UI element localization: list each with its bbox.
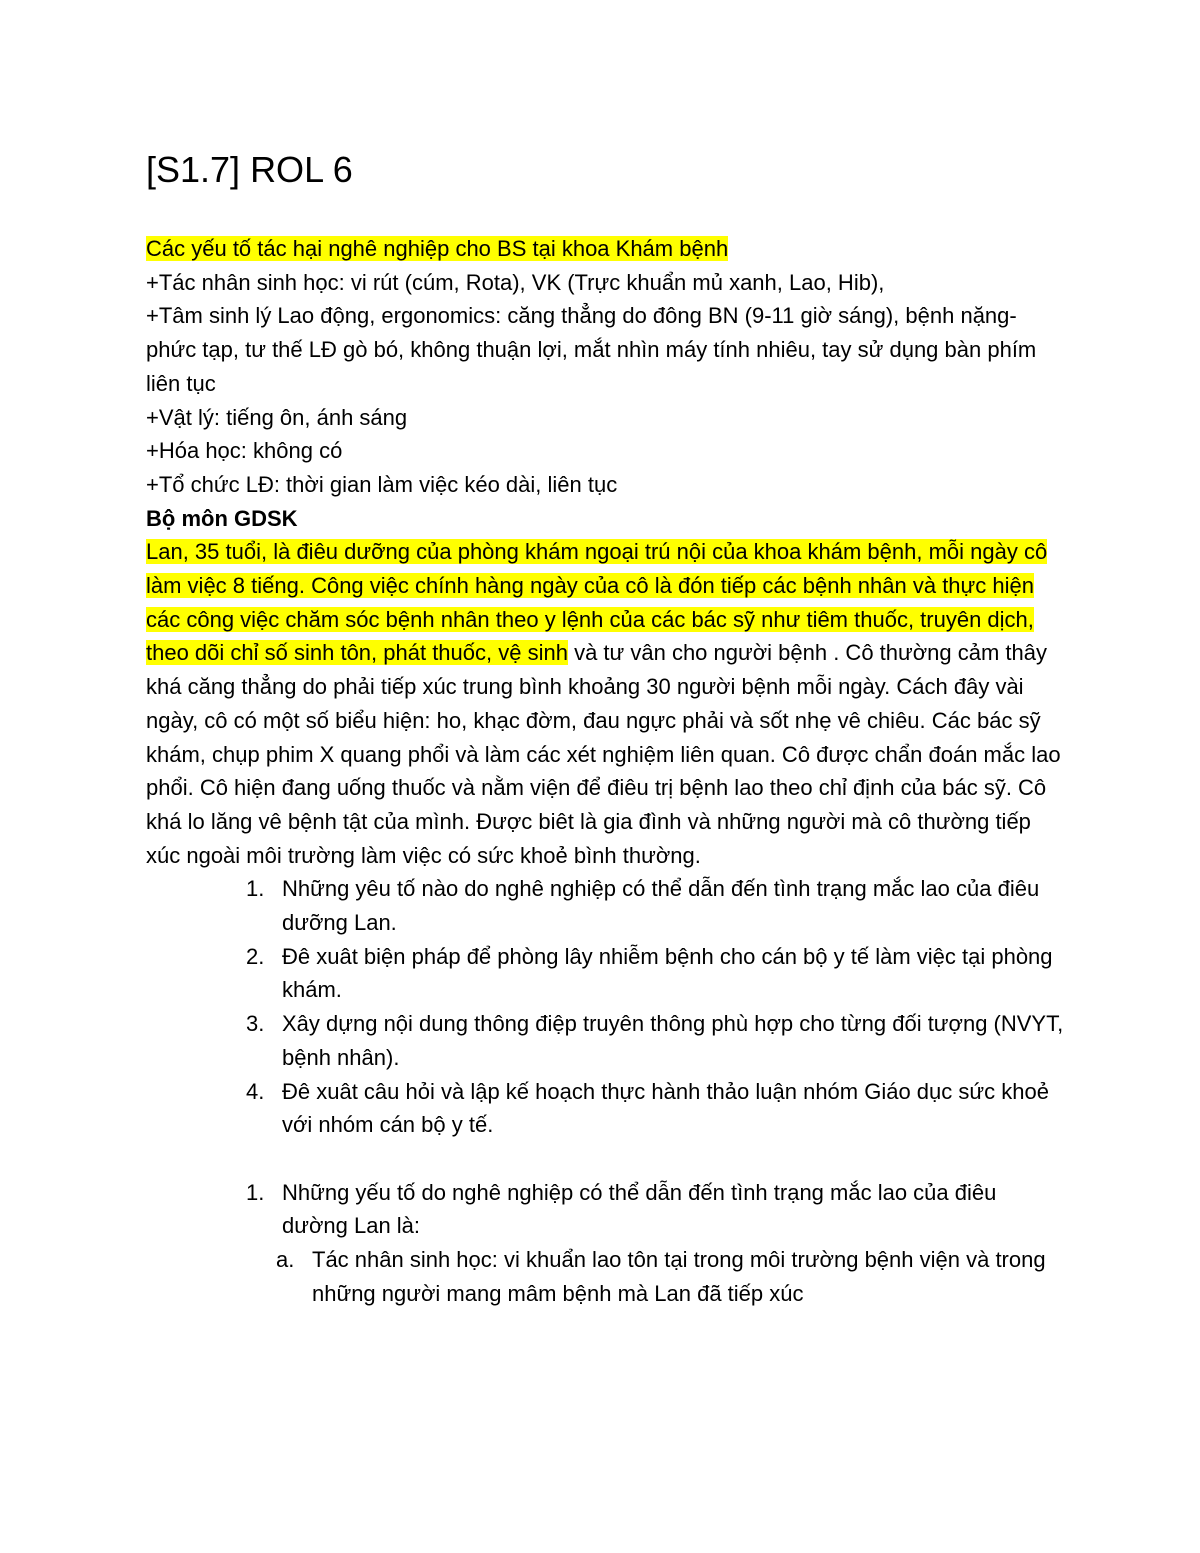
case-highlighted-text: Lan, 35 tuổi, là điêu dưỡng của phòng khám ngoại trú nội của khoa khám bệnh, mỗi ngày cô làm việc 8 tiếng. Công việc chính hàng ngày của cô là đón tiếp các bệnh nhân và thực hiện các công việc chăm sóc bệnh nhân theo y lệnh của các bác sỹ như tiêm thuốc, truyên dịch, theo dõi chỉ số sinh tôn, phát thuốc, vệ sinh — [146, 539, 1048, 666]
case-rest-text: và tư vân cho người bệnh . Cô thường cảm thây khá căng thẳng do phải tiếp xúc trung bình khoảng 30 người bệnh mỗi ngày. Cách đây vài ngày, cô có một số biểu hiện: ho, khạc đờm, đau ngực phải và sốt nhẹ vê chiêu. Các bác sỹ khám, chụp phim X quang phổi và làm các xét nghiệm liên quan. Cô được chẩn đoán mắc lao phổi. Cô hiện đang uống thuốc và nằm viện để điêu trị bệnh lao theo chỉ định của bác sỹ. Cô khá lo lăng vê bệnh tật của mình. Được biêt là gia đình và những người mà cô thường tiếp xúc ngoài môi trường làm việc có sức khoẻ bình thường. — [146, 640, 1061, 868]
department-heading: Bộ môn GDSK — [146, 505, 298, 531]
question-text: Xây dựng nội dung thông điệp truyên thông phù hợp cho từng đối tượng (NVYT, bệnh nhân). — [282, 1011, 1064, 1070]
question-item — [146, 872, 1066, 939]
question-item — [146, 1075, 1066, 1142]
answer-item — [146, 1176, 1066, 1243]
question-number: 1. — [246, 876, 265, 902]
factor-line-1: +Tác nhân sinh học: vi rút (cúm, Rota), VK (Trực khuẩn mủ xanh, Lao, Hib), — [146, 269, 885, 295]
question-number: 3. — [246, 1011, 265, 1037]
factor-line-5: +Tổ chức LĐ: thời gian làm việc kéo dài, liên tục — [146, 471, 618, 497]
factor-line-3: +Vật lý: tiếng ôn, ánh sáng — [146, 404, 408, 430]
document-title: [S1.7] ROL 6 — [146, 149, 353, 190]
factor-line-4: +Hóa học: không có — [146, 438, 343, 464]
blank-line — [146, 1142, 1066, 1176]
factors-heading-text: Các yếu tố tác hại nghê nghiệp cho BS tại khoa Khám bệnh — [146, 236, 729, 261]
answer-text: Những yếu tố do nghê nghiệp có thể dẫn đến tình trạng mắc lao của điêu dường Lan là: — [282, 1179, 997, 1239]
question-number: 2. — [246, 943, 265, 969]
question-list — [146, 872, 1066, 1142]
factors-heading — [146, 232, 1066, 266]
answer-subitem — [146, 1243, 1066, 1310]
question-item — [146, 1007, 1066, 1074]
answer-number: 1. — [246, 1179, 265, 1205]
question-text: Đê xuât biện pháp để phòng lây nhiễm bệnh cho cán bộ y tế làm việc tại phòng khám. — [282, 943, 1053, 1003]
question-text: Đê xuât câu hỏi và lập kế hoạch thực hành thảo luận nhóm Giáo dục sức khoẻ với nhóm cán bộ y tế. — [282, 1078, 1049, 1138]
question-text: Những yêu tố nào do nghê nghiệp có thể dẫn đến tình trạng mắc lao của điêu dưỡng Lan. — [282, 876, 1040, 936]
case-paragraph — [146, 535, 1066, 872]
question-item — [146, 940, 1066, 1007]
answer-subitem-text: Tác nhân sinh học: vi khuẩn lao tôn tại trong môi trường bệnh viện và trong những người mang mâm bệnh mà Lan đã tiếp xúc — [312, 1247, 1046, 1306]
answer-subitem-letter: a. — [276, 1247, 295, 1273]
document-body — [146, 148, 1066, 1310]
factor-line-2: +Tâm sinh lý Lao động, ergonomics: căng thẳng do đông BN (9-11 giờ sáng), bệnh nặng-phức tạp, tư thế LĐ gò bó, không thuận lợi, mắt nhìn máy tính nhiêu, tay sử dụng bàn phím liên tục — [146, 303, 1037, 396]
question-number: 4. — [246, 1078, 265, 1104]
